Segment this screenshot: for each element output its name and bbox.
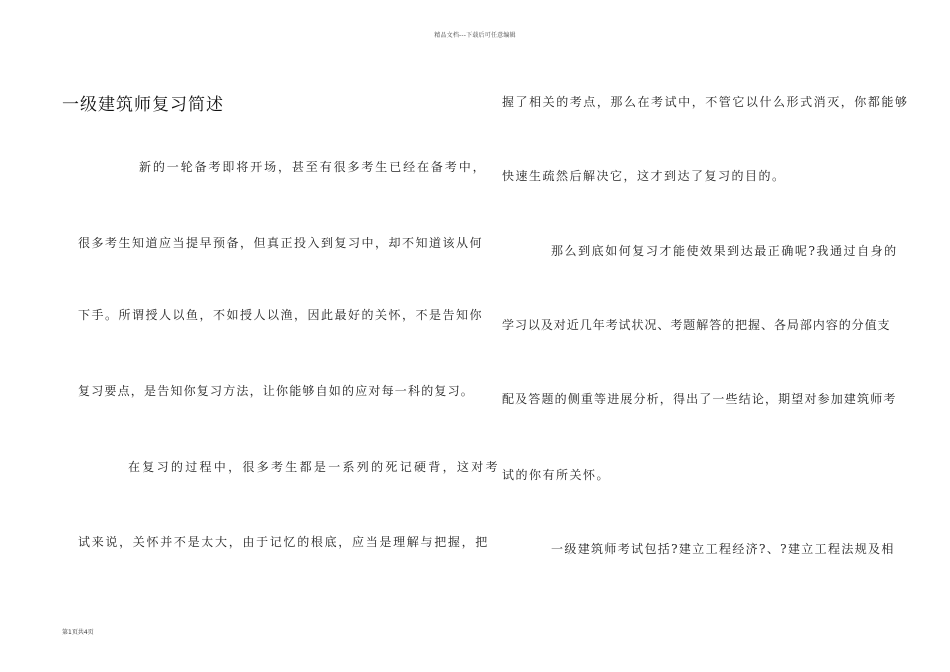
paragraph-line: 试来说，关怀并不是太大，由于记忆的根底，应当是理解与把握，把	[78, 535, 490, 549]
paragraph-line: 快速生疏然后解决它，这才到达了复习的目的。	[502, 169, 786, 183]
page-header: 精品文档---下载后可任意编辑	[434, 32, 516, 39]
page-number: 第1页共4页	[62, 629, 94, 636]
paragraph-line: 一级建筑师考试包括?建立工程经济?、?建立工程法规及相	[551, 542, 895, 556]
paragraph-line: 握了相关的考点，那么在考试中，不管它以什么形式消灭，你都能够	[502, 95, 909, 109]
paragraph-line: 试的你有所关怀。	[502, 468, 611, 482]
paragraph-line: 那么到底如何复习才能使效果到达最正确呢?我通过自身的	[551, 244, 898, 258]
paragraph-line: 在复习的过程中，很多考生都是一系列的死记硬背，这对考	[128, 460, 500, 474]
paragraph-line: 新的一轮备考即将开场，甚至有很多考生已经在备考中，	[139, 160, 487, 174]
paragraph-line: 配及答题的侧重等进展分析，得出了一些结论，期望对参加建筑师考	[502, 392, 897, 406]
paragraph-line: 下手。所谓授人以鱼，不如授人以渔，因此最好的关怀，不是告知你	[78, 308, 484, 322]
paragraph-line: 复习要点，是告知你复习方法，让你能够自如的应对每一科的复习。	[78, 384, 475, 398]
paragraph-line: 很多考生知道应当提早预备，但真正投入到复习中，却不知道该从何	[78, 236, 484, 250]
document-title: 一级建筑师复习简述	[62, 95, 224, 115]
paragraph-line: 学习以及对近几年考试状况、考题解答的把握、各局部内容的分值支	[502, 318, 891, 332]
